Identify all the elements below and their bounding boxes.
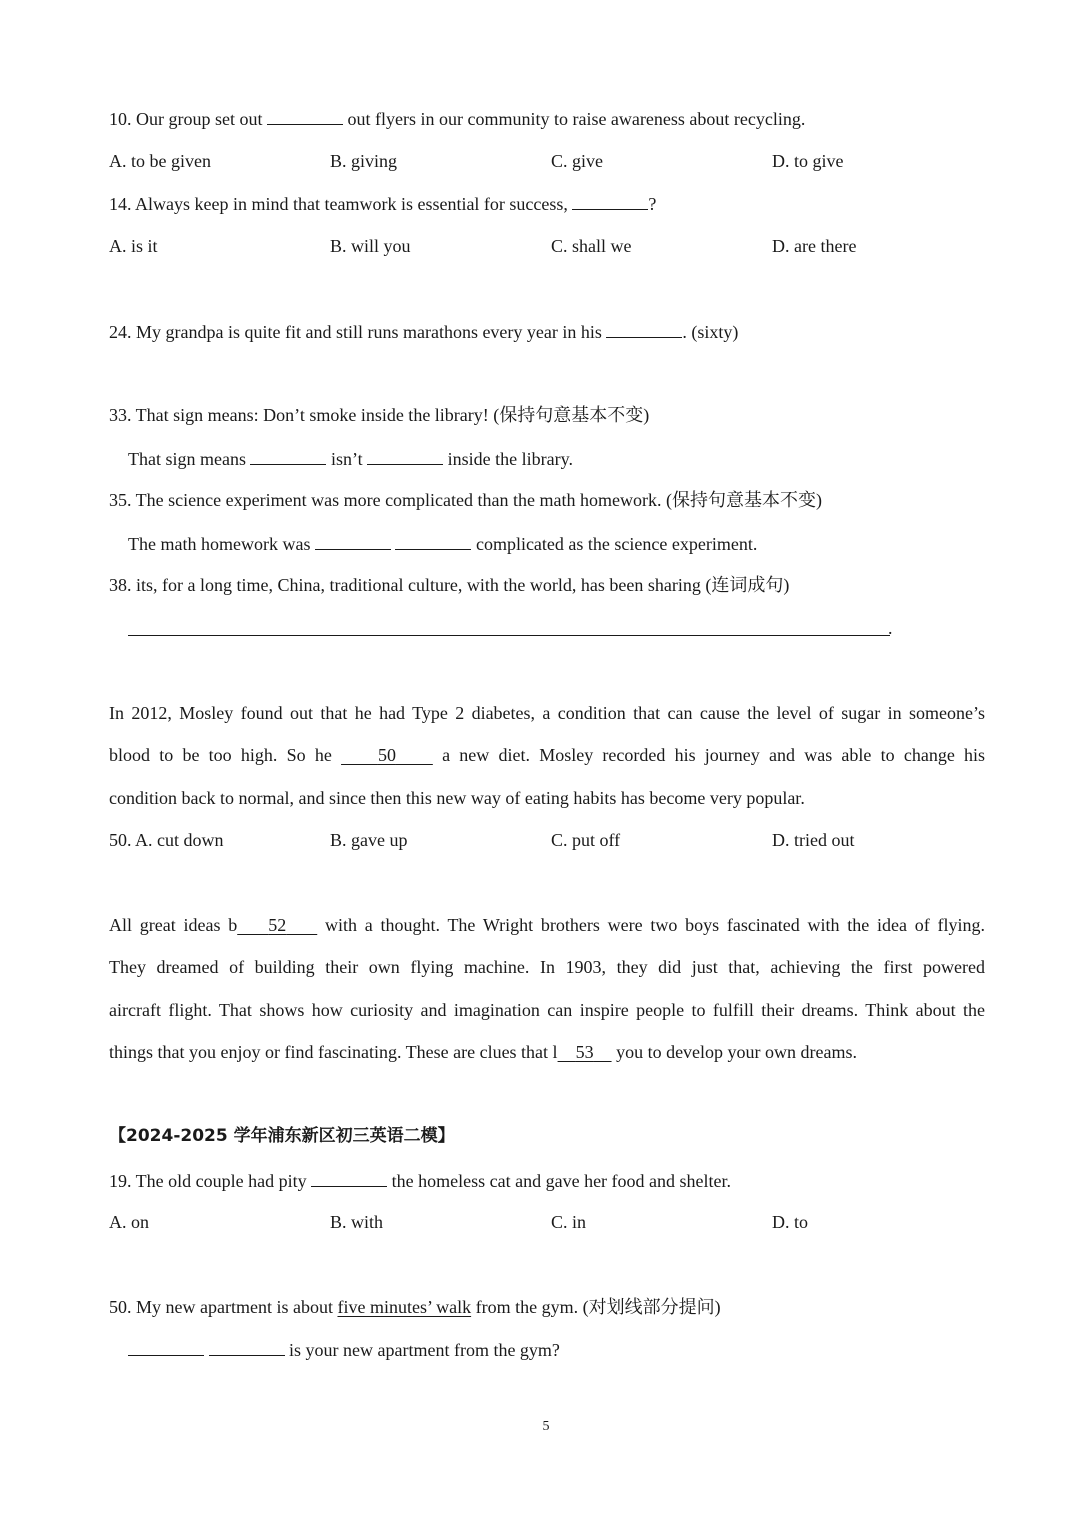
option-b: B. gave up [330,830,408,850]
sentence-end-period: . [888,618,893,638]
question-35-rewrite: The math homework was complicated as the science experiment. [128,534,758,554]
passage-2-line-3: aircraft flight. That shows how curiosity and imagination can inspire people to fulfill their dreams. Think about the [109,1000,985,1020]
passage-1-line-3: condition back to normal, and since then this new way of eating habits has become very popular. [109,788,805,808]
option-b: B. will you [330,236,411,256]
option-d: D. to [772,1212,808,1232]
option-d: D. tried out [772,830,855,850]
answer-blank[interactable] [250,449,326,465]
passage-1-line-2: blood to be too high. So he 50 a new diet. Mosley recorded his journey and was able to change his [109,745,986,765]
passage-1-line-1: In 2012, Mosley found out that he had Type 2 diabetes, a condition that can cause the level of sugar in someone’s [109,703,985,723]
question-50-stem: 50. My new apartment is about five minutes’ walk from the gym. (对划线部分提问) [109,1297,721,1317]
answer-blank[interactable] [267,109,343,125]
option-c: C. put off [551,830,621,850]
question-24-stem: 24. My grandpa is quite fit and still runs marathons every year in his . (sixty) [109,322,739,342]
option-a: A. to be given [109,151,211,171]
page-number: 5 [542,1419,550,1434]
passage-2-line-4: things that you enjoy or find fascinating. These are clues that l 53 you to develop your own dreams. [109,1042,858,1062]
numbered-blank[interactable]: 50 [377,745,396,765]
underlined-phrase: five minutes’ walk [337,1297,472,1317]
sentence-answer-line[interactable] [128,635,890,636]
option-a: 50. A. cut down [109,830,224,850]
option-c: C. shall we [551,236,632,256]
option-d: D. to give [772,151,844,171]
section-heading: 【2024-2025 学年浦东新区初三英语二模】 [109,1126,455,1146]
passage-2-line-2: They dreamed of building their own flying machine. In 1903, they did just that, achieving the first powered [109,957,985,977]
question-10-stem: 10. Our group set out out flyers in our community to raise awareness about recycling. [109,109,806,129]
option-a: A. on [109,1212,149,1232]
question-50-rewrite: is your new apartment from the gym? [128,1340,560,1359]
option-b: B. with [330,1212,384,1232]
option-d: D. are there [772,236,857,256]
answer-blank[interactable] [311,1171,387,1187]
answer-blank[interactable] [315,534,391,550]
option-c: C. give [551,151,603,171]
answer-blank[interactable] [209,1340,285,1356]
answer-blank[interactable] [128,1340,204,1356]
passage-2-line-1: All great ideas b 52 with a thought. The Wright brothers were two boys fascinated with the idea of flying. [109,915,986,935]
question-19-stem: 19. The old couple had pity the homeless cat and gave her food and shelter. [109,1171,732,1191]
question-33-stem: 33. That sign means: Don’t smoke inside the library! (保持句意基本不变) [109,405,650,425]
answer-blank[interactable] [606,322,682,338]
option-a: A. is it [109,236,158,256]
question-14-stem: 14. Always keep in mind that teamwork is essential for success, ? [109,194,657,214]
numbered-blank[interactable]: 53 [575,1042,594,1062]
question-33-rewrite: That sign means isn’t inside the library. [128,449,573,469]
option-b: B. giving [330,151,398,171]
answer-blank[interactable] [395,534,471,550]
option-c: C. in [551,1212,587,1232]
question-38-stem: 38. its, for a long time, China, traditional culture, with the world, has been sharing (连词成句) [109,575,790,595]
answer-blank[interactable] [572,194,648,210]
question-35-stem: 35. The science experiment was more complicated than the math homework. (保持句意基本不变) [109,490,822,510]
numbered-blank[interactable]: 52 [268,915,287,935]
answer-blank[interactable] [367,449,443,465]
